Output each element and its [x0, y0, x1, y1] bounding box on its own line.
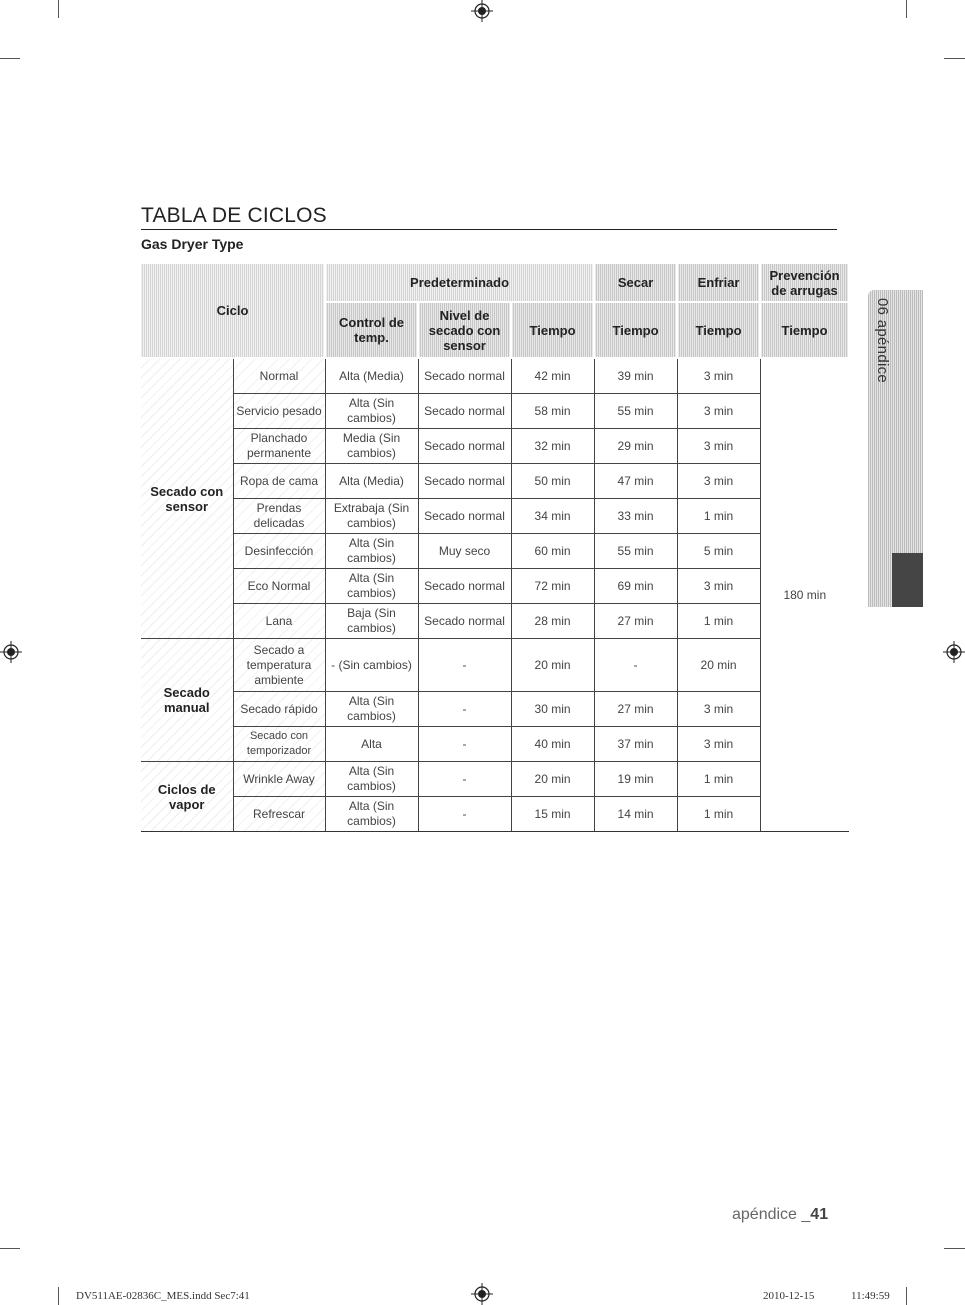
time-cell: 32 min	[511, 429, 594, 464]
level-cell: -	[418, 762, 511, 797]
cool-cell: 1 min	[677, 604, 760, 639]
dry-cell: 27 min	[594, 692, 677, 727]
cycle-name: Lana	[233, 604, 325, 639]
temp-cell: Alta (Media)	[325, 464, 418, 499]
page-subtitle: Gas Dryer Type	[141, 236, 244, 252]
time-cell: 72 min	[511, 569, 594, 604]
section-tab-label: 06 apéndice	[874, 298, 891, 384]
cool-cell: 3 min	[677, 464, 760, 499]
table-row	[141, 604, 849, 639]
cool-cell: 3 min	[677, 394, 760, 429]
table-row	[141, 569, 849, 604]
level-cell: Secado normal	[418, 358, 511, 394]
level-cell: -	[418, 639, 511, 692]
cool-cell: 5 min	[677, 534, 760, 569]
temp-cell: Alta (Sin cambios)	[325, 692, 418, 727]
level-cell: Secado normal	[418, 499, 511, 534]
header-predeterminado: Predeterminado	[325, 264, 594, 302]
table-row	[141, 692, 849, 727]
dry-cell: 27 min	[594, 604, 677, 639]
cycle-name: Refrescar	[233, 797, 325, 832]
level-cell: Secado normal	[418, 569, 511, 604]
header-tiempo: Tiempo	[760, 302, 849, 358]
dry-cell: 47 min	[594, 464, 677, 499]
table-row	[141, 429, 849, 464]
table-row	[141, 639, 849, 692]
cycle-name: Eco Normal	[233, 569, 325, 604]
page-number-value: 41	[810, 1206, 829, 1223]
cycle-name: Secado a temperatura ambiente	[233, 639, 325, 692]
crop-mark	[944, 58, 965, 59]
time-cell: 28 min	[511, 604, 594, 639]
footer-time: 11:49:59	[851, 1290, 890, 1302]
level-cell: Secado normal	[418, 429, 511, 464]
registration-mark-icon	[0, 641, 22, 663]
table-row	[141, 499, 849, 534]
temp-cell: Alta	[325, 727, 418, 762]
page-label: apéndice _	[732, 1206, 811, 1223]
header-tiempo: Tiempo	[594, 302, 677, 358]
group-label: Secado con sensor	[141, 358, 233, 639]
time-cell: 58 min	[511, 394, 594, 429]
footer-file: DV511AE-02836C_MES.indd Sec7:41	[76, 1290, 250, 1302]
table-row	[141, 534, 849, 569]
footer-date: 2010-12-15	[763, 1290, 815, 1302]
cycle-name: Normal	[233, 358, 325, 394]
cool-cell: 3 min	[677, 358, 760, 394]
time-cell: 15 min	[511, 797, 594, 832]
crop-mark	[906, 0, 907, 18]
cycles-table	[141, 264, 850, 832]
table-row	[141, 797, 849, 832]
header-tiempo: Tiempo	[677, 302, 760, 358]
table-row	[141, 358, 849, 394]
crop-mark	[906, 1287, 907, 1305]
cycle-name: Desinfección	[233, 534, 325, 569]
temp-cell: Alta (Sin cambios)	[325, 569, 418, 604]
dry-cell: -	[594, 639, 677, 692]
table-row	[141, 727, 849, 762]
dry-cell: 33 min	[594, 499, 677, 534]
temp-cell: Alta (Media)	[325, 358, 418, 394]
time-cell: 34 min	[511, 499, 594, 534]
page-title: TABLA DE CICLOS	[141, 204, 837, 230]
level-cell: -	[418, 692, 511, 727]
section-tab-marker	[892, 553, 923, 607]
crop-mark	[0, 58, 20, 59]
cool-cell: 3 min	[677, 692, 760, 727]
dry-cell: 55 min	[594, 534, 677, 569]
temp-cell: Extrabaja (Sin cambios)	[325, 499, 418, 534]
cool-cell: 3 min	[677, 429, 760, 464]
dry-cell: 39 min	[594, 358, 677, 394]
cool-cell: 3 min	[677, 569, 760, 604]
section-tab	[868, 290, 923, 607]
time-cell: 60 min	[511, 534, 594, 569]
crop-mark	[944, 1248, 965, 1249]
cool-cell: 20 min	[677, 639, 760, 692]
registration-mark-icon	[943, 641, 965, 663]
time-cell: 50 min	[511, 464, 594, 499]
cycle-name: Prendas delicadas	[233, 499, 325, 534]
header-prevencion: Prevención de arrugas	[760, 264, 849, 302]
group-label: Ciclos de vapor	[141, 762, 233, 832]
table-row	[141, 394, 849, 429]
header-secar: Secar	[594, 264, 677, 302]
temp-cell: Media (Sin cambios)	[325, 429, 418, 464]
cool-cell: 3 min	[677, 727, 760, 762]
group-label: Secado manual	[141, 639, 233, 762]
header-nivel-secado: Nivel de secado con sensor	[418, 302, 511, 358]
table-row	[141, 762, 849, 797]
cycle-name: Secado con temporizador	[233, 727, 325, 762]
crop-mark	[58, 0, 59, 18]
dry-cell: 29 min	[594, 429, 677, 464]
dry-cell: 69 min	[594, 569, 677, 604]
page-number	[732, 1206, 828, 1224]
temp-cell: Alta (Sin cambios)	[325, 762, 418, 797]
cycle-name: Planchado permanente	[233, 429, 325, 464]
time-cell: 42 min	[511, 358, 594, 394]
level-cell: Secado normal	[418, 394, 511, 429]
cycle-name: Servicio pesado	[233, 394, 325, 429]
dry-cell: 55 min	[594, 394, 677, 429]
dry-cell: 19 min	[594, 762, 677, 797]
cycle-name: Ropa de cama	[233, 464, 325, 499]
header-enfriar: Enfriar	[677, 264, 760, 302]
dry-cell: 14 min	[594, 797, 677, 832]
header-control-temp: Control de temp.	[325, 302, 418, 358]
temp-cell: Alta (Sin cambios)	[325, 394, 418, 429]
header-tiempo: Tiempo	[511, 302, 594, 358]
crop-mark	[58, 1287, 59, 1305]
dry-cell: 37 min	[594, 727, 677, 762]
level-cell: Secado normal	[418, 464, 511, 499]
level-cell: Muy seco	[418, 534, 511, 569]
time-cell: 20 min	[511, 762, 594, 797]
level-cell: Secado normal	[418, 604, 511, 639]
wrinkle-time-cell: 180 min	[760, 358, 849, 832]
level-cell: -	[418, 727, 511, 762]
time-cell: 30 min	[511, 692, 594, 727]
header-ciclo: Ciclo	[141, 264, 325, 358]
cool-cell: 1 min	[677, 499, 760, 534]
time-cell: 40 min	[511, 727, 594, 762]
cycle-name: Secado rápido	[233, 692, 325, 727]
registration-mark-icon	[471, 0, 493, 22]
crop-mark	[0, 1248, 20, 1249]
temp-cell: - (Sin cambios)	[325, 639, 418, 692]
temp-cell: Alta (Sin cambios)	[325, 534, 418, 569]
cycle-name: Wrinkle Away	[233, 762, 325, 797]
time-cell: 20 min	[511, 639, 594, 692]
cool-cell: 1 min	[677, 762, 760, 797]
registration-mark-icon	[471, 1283, 493, 1305]
temp-cell: Alta (Sin cambios)	[325, 797, 418, 832]
temp-cell: Baja (Sin cambios)	[325, 604, 418, 639]
level-cell: -	[418, 797, 511, 832]
table-row	[141, 464, 849, 499]
cool-cell: 1 min	[677, 797, 760, 832]
